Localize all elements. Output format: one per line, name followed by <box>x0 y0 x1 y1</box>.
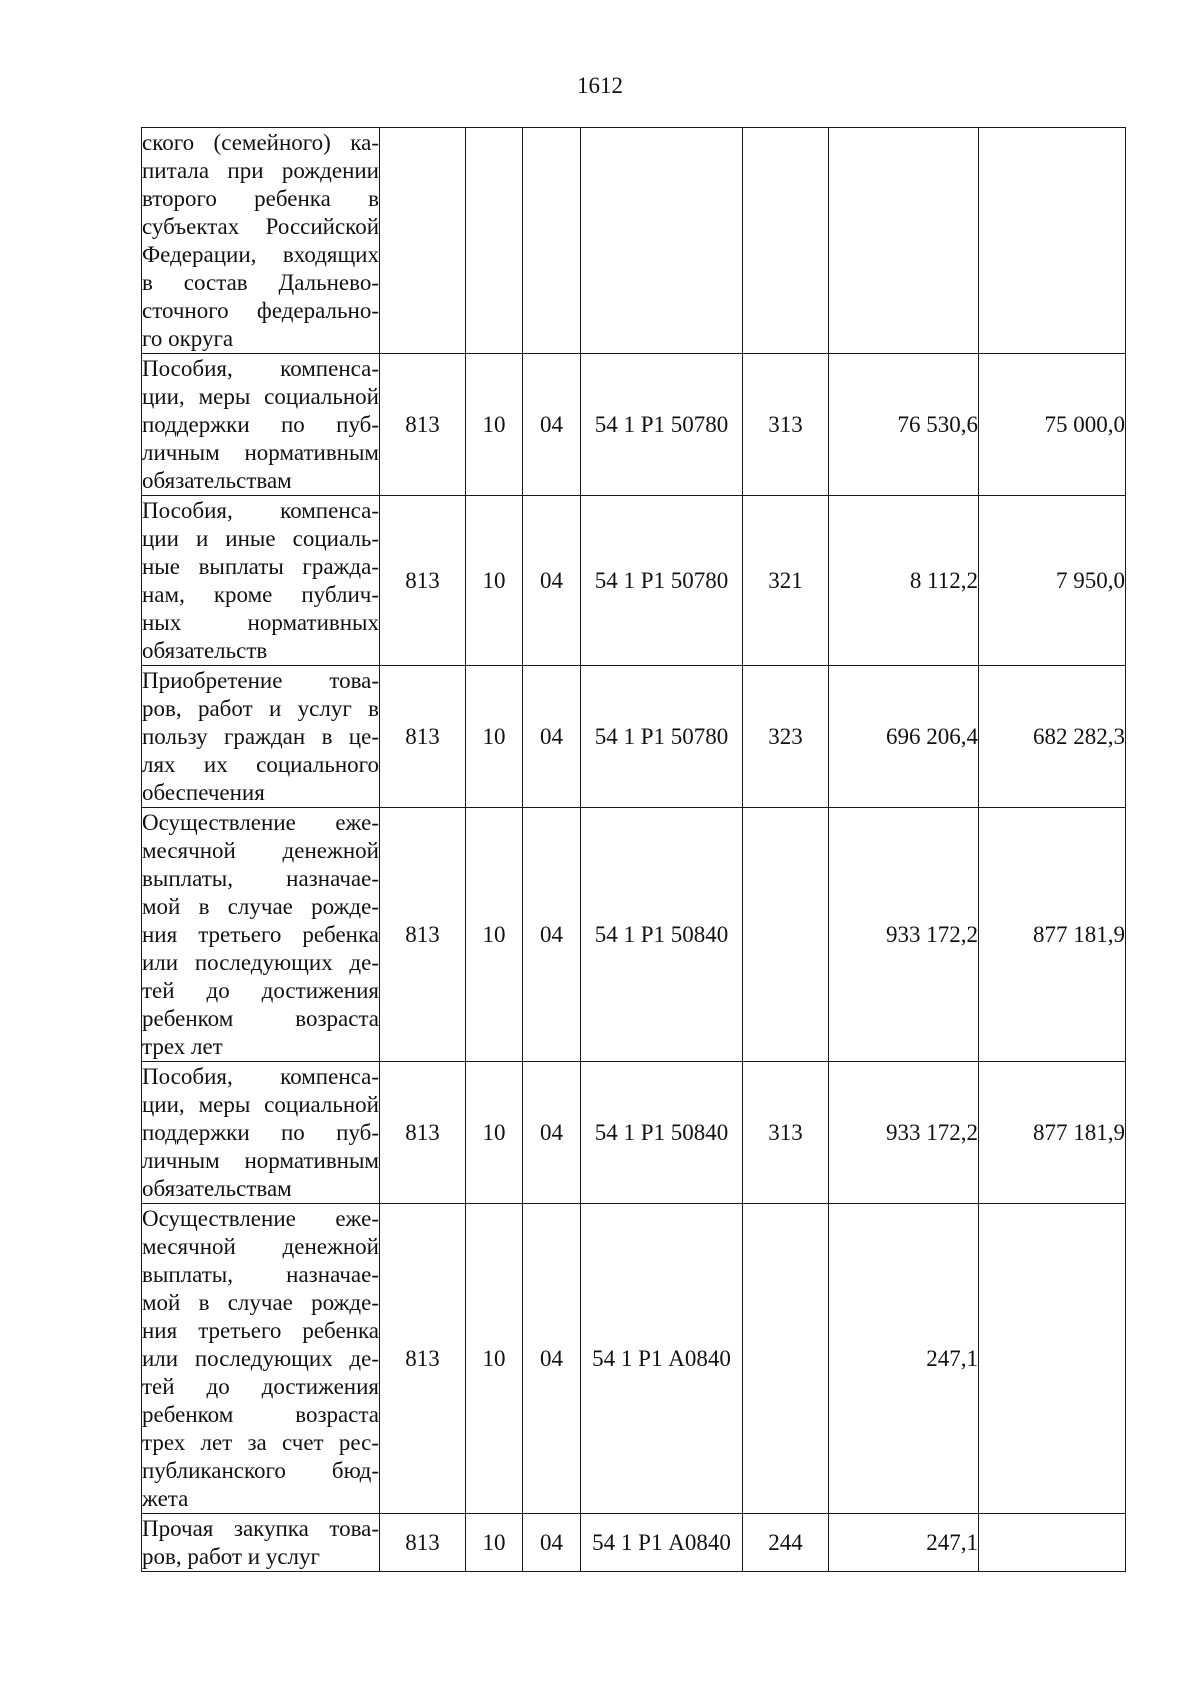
expense-type-cell: 323 <box>743 666 829 808</box>
target-article-cell: 54 1 Р1 50780 <box>581 496 743 666</box>
amount-cell-2 <box>979 1514 1126 1572</box>
description-cell: ского (семейного) ка- питала при рождении второго ребенка в субъектах Российской Федерации, входящих в состав Дальнево- сточного федерально- го округа <box>142 128 380 354</box>
target-article-cell: 54 1 Р1 50780 <box>581 354 743 496</box>
amount-cell-2: 877 181,9 <box>979 808 1126 1062</box>
description-cell: Пособия, компенса- ции и иные социаль- ные выплаты гражда- нам, кроме публич- ных нормативных обязательств <box>142 496 380 666</box>
description-cell: Пособия, компенса- ции, меры социальной поддержки по пуб- личным нормативным обязательствам <box>142 1062 380 1204</box>
expense-type-cell: 313 <box>743 1062 829 1204</box>
amount-cell-1: 76 530,6 <box>829 354 979 496</box>
amount-cell-2: 7 950,0 <box>979 496 1126 666</box>
target-article-cell: 54 1 Р1 А0840 <box>581 1514 743 1572</box>
description-cell: Приобретение това- ров, работ и услуг в пользу граждан в це- лях их социального обеспечения <box>142 666 380 808</box>
subsection-code-cell: 04 <box>523 496 581 666</box>
amount-cell-1 <box>829 128 979 354</box>
table-row <box>142 1204 1126 1514</box>
amount-cell-1: 247,1 <box>829 1514 979 1572</box>
subsection-code-cell: 04 <box>523 1514 581 1572</box>
description-cell: Прочая закупка това- ров, работ и услуг <box>142 1514 380 1572</box>
target-article-cell: 54 1 Р1 50840 <box>581 808 743 1062</box>
table-row <box>142 1514 1126 1572</box>
subsection-code-cell: 04 <box>523 666 581 808</box>
section-code-cell: 10 <box>466 808 523 1062</box>
section-code-cell: 10 <box>466 1514 523 1572</box>
amount-cell-2 <box>979 1204 1126 1514</box>
expense-type-cell <box>743 1204 829 1514</box>
amount-cell-2: 682 282,3 <box>979 666 1126 808</box>
page-number: 1612 <box>577 73 623 98</box>
target-article-cell: 54 1 Р1 А0840 <box>581 1204 743 1514</box>
section-code-cell: 10 <box>466 496 523 666</box>
section-code-cell: 10 <box>466 666 523 808</box>
ministry-code-cell: 813 <box>380 1204 466 1514</box>
subsection-code-cell: 04 <box>523 1204 581 1514</box>
table-row <box>142 354 1126 496</box>
expense-type-cell: 244 <box>743 1514 829 1572</box>
expense-type-cell: 313 <box>743 354 829 496</box>
amount-cell-1: 247,1 <box>829 1204 979 1514</box>
amount-cell-2 <box>979 128 1126 354</box>
amount-cell-2: 877 181,9 <box>979 1062 1126 1204</box>
section-code-cell: 10 <box>466 1204 523 1514</box>
target-article-cell: 54 1 Р1 50840 <box>581 1062 743 1204</box>
budget-table <box>141 127 1126 1572</box>
amount-cell-1: 933 172,2 <box>829 1062 979 1204</box>
target-article-cell: 54 1 Р1 50780 <box>581 666 743 808</box>
expense-type-cell <box>743 128 829 354</box>
amount-cell-2: 75 000,0 <box>979 354 1126 496</box>
section-code-cell: 10 <box>466 354 523 496</box>
table-row <box>142 1062 1126 1204</box>
table-row <box>142 666 1126 808</box>
expense-type-cell <box>743 808 829 1062</box>
subsection-code-cell: 04 <box>523 808 581 1062</box>
description-cell: Пособия, компенса- ции, меры социальной поддержки по пуб- личным нормативным обязательствам <box>142 354 380 496</box>
ministry-code-cell <box>380 128 466 354</box>
subsection-code-cell <box>523 128 581 354</box>
ministry-code-cell: 813 <box>380 354 466 496</box>
table-row <box>142 128 1126 354</box>
amount-cell-1: 933 172,2 <box>829 808 979 1062</box>
ministry-code-cell: 813 <box>380 1062 466 1204</box>
ministry-code-cell: 813 <box>380 1514 466 1572</box>
section-code-cell: 10 <box>466 1062 523 1204</box>
subsection-code-cell: 04 <box>523 354 581 496</box>
ministry-code-cell: 813 <box>380 496 466 666</box>
table-row <box>142 496 1126 666</box>
subsection-code-cell: 04 <box>523 1062 581 1204</box>
amount-cell-1: 696 206,4 <box>829 666 979 808</box>
ministry-code-cell: 813 <box>380 666 466 808</box>
amount-cell-1: 8 112,2 <box>829 496 979 666</box>
description-cell: Осуществление еже- месячной денежной выплаты, назначае- мой в случае рожде- ния третьего ребенка или последующих де- тей до достижения ребенком возраста трех лет за счет рес- публиканского бюд- жета <box>142 1204 380 1514</box>
expense-type-cell: 321 <box>743 496 829 666</box>
table-row <box>142 808 1126 1062</box>
description-cell: Осуществление еже- месячной денежной выплаты, назначае- мой в случае рожде- ния третьего ребенка или последующих де- тей до достижения ребенком возраста трех лет <box>142 808 380 1062</box>
target-article-cell <box>581 128 743 354</box>
section-code-cell <box>466 128 523 354</box>
ministry-code-cell: 813 <box>380 808 466 1062</box>
